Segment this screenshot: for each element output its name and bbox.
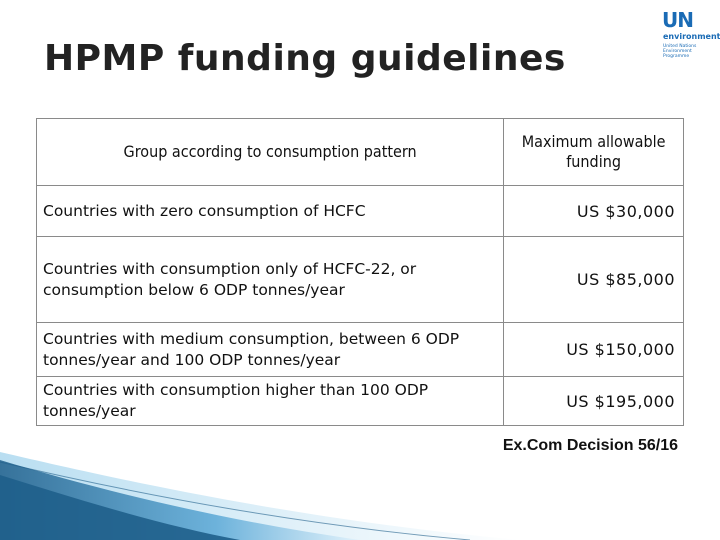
decorative-wave-graphic [0,440,520,540]
funding-cell: US $150,000 [504,323,684,377]
group-cell: Countries with zero consumption of HCFC [37,186,504,237]
table-row [37,323,684,377]
funding-cell: US $85,000 [504,237,684,323]
header-funding: Maximum allowable funding [504,119,684,186]
table-header-row [37,119,684,186]
un-environment-logo [660,8,720,60]
funding-cell: US $30,000 [504,186,684,237]
logo-un-text: UN [662,8,693,32]
slide-title: HPMP funding guidelines [44,38,566,79]
funding-cell: US $195,000 [504,377,684,426]
group-cell: Countries with medium consumption, between 6 ODP tonnes/year and 100 ODP tonnes/year [37,323,504,377]
logo-environment-text: environment [663,32,720,41]
group-cell: Countries with consumption only of HCFC-22, or consumption below 6 ODP tonnes/year [37,237,504,323]
header-group: Group according to consumption pattern [37,119,504,186]
table-row [37,377,684,426]
funding-table [36,118,684,426]
group-cell: Countries with consumption higher than 100 ODP tonnes/year [37,377,504,426]
table-row [37,186,684,237]
decision-reference: Ex.Com Decision 56/16 [502,437,678,454]
logo-subtitle-text: United Nations Environment Programme [663,44,697,59]
table-row [37,237,684,323]
